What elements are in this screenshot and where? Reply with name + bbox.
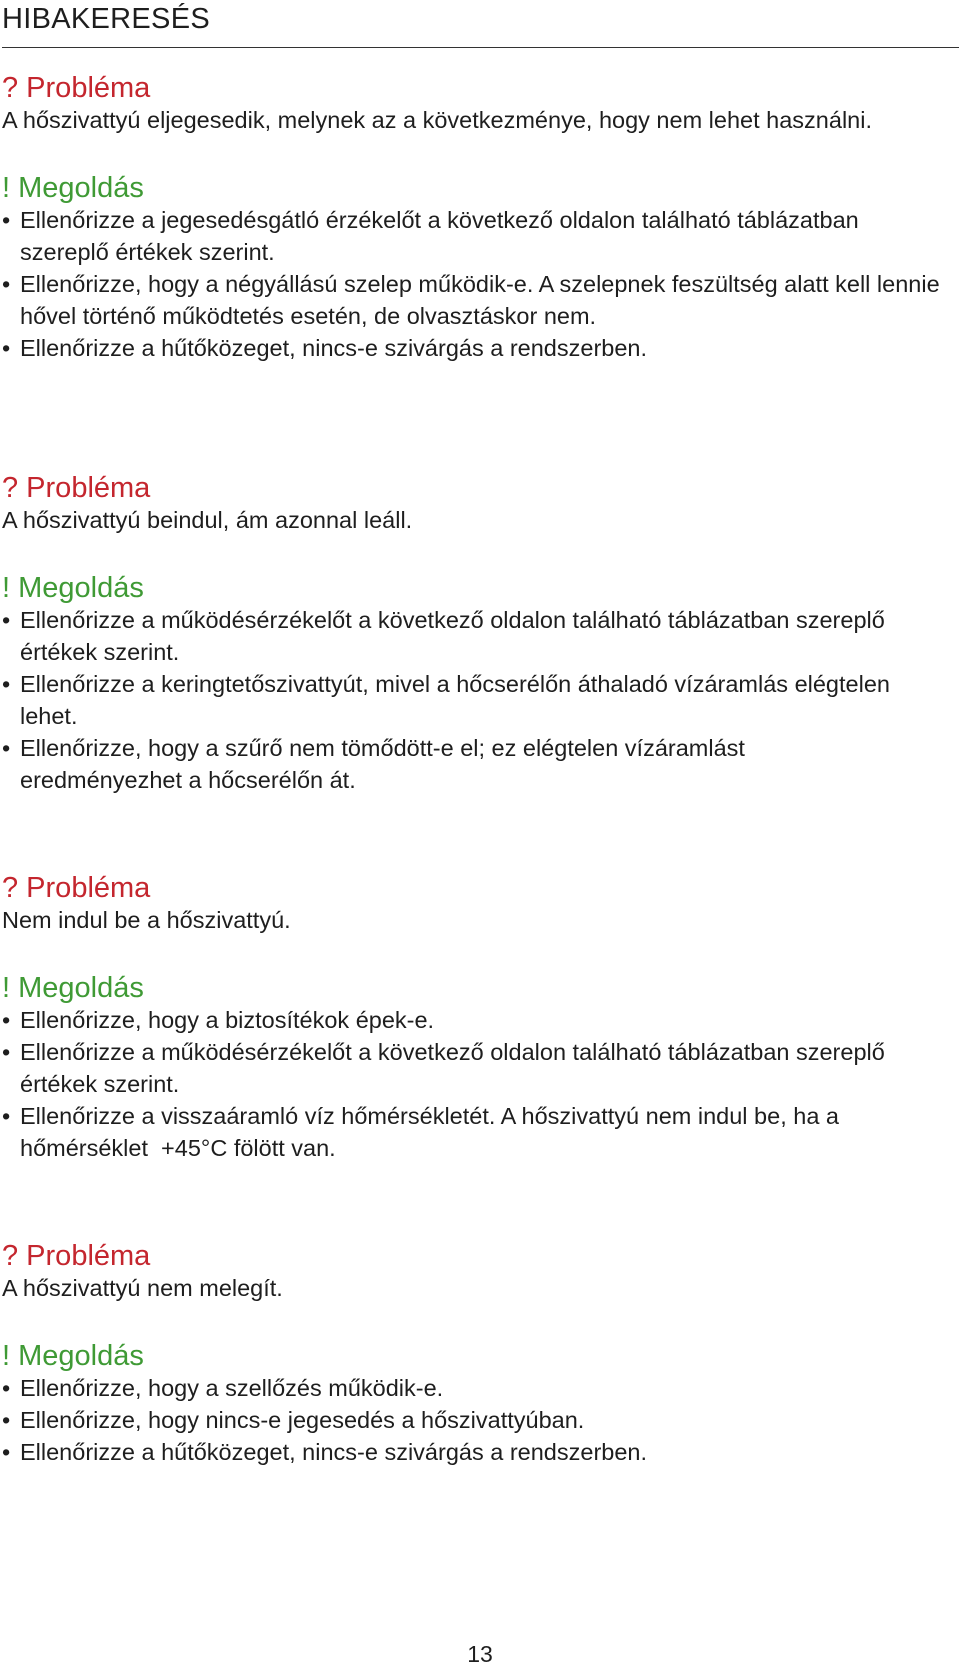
problem-heading: ? Probléma (2, 872, 151, 904)
troubleshooting-section-3 (2, 872, 957, 1164)
problem-description: A hőszivattyú eljegesedik, melynek az a következménye, hogy nem lehet használni. (2, 107, 872, 133)
solution-item (2, 1404, 957, 1436)
problem-description: A hőszivattyú beindul, ám azonnal leáll. (2, 507, 413, 533)
problem-heading: ? Probléma (2, 1240, 151, 1272)
troubleshooting-section-4 (2, 1240, 957, 1468)
solution-item (2, 1004, 957, 1036)
bullet-icon: • (2, 1007, 11, 1033)
solution-text: Ellenőrizze, hogy a biztosítékok épek-e. (20, 1007, 435, 1033)
solution-item (2, 1036, 920, 1100)
problem-description: A hőszivattyú nem melegít. (2, 1275, 283, 1301)
solution-heading: ! Megoldás (2, 972, 144, 1004)
solution-heading: ! Megoldás (2, 172, 144, 204)
solution-list (2, 604, 957, 796)
bullet-icon: • (2, 735, 11, 761)
solution-item (2, 268, 960, 332)
bullet-icon: • (2, 335, 11, 361)
solution-text: Ellenőrizze a hűtőközeget, nincs-e szivárgás a rendszerben. (20, 335, 648, 361)
bullet-icon: • (2, 607, 11, 633)
bullet-icon: • (2, 207, 11, 233)
title-divider (2, 47, 959, 48)
solution-text: Ellenőrizze, hogy a szellőzés működik-e. (20, 1375, 444, 1401)
troubleshooting-section-2 (2, 472, 957, 796)
solution-text: Ellenőrizze a működésérzékelőt a következő oldalon található táblázatban szereplő értékek szerint. (20, 1039, 885, 1097)
solution-item (2, 604, 920, 668)
bullet-icon: • (2, 671, 11, 697)
page-number: 13 (467, 1641, 493, 1667)
solution-item (2, 732, 900, 796)
bullet-icon: • (2, 1103, 11, 1129)
troubleshooting-section-1 (2, 72, 957, 364)
solution-item (2, 1372, 957, 1404)
bullet-icon: • (2, 1407, 11, 1433)
solution-text: Ellenőrizze a visszaáramló víz hőmérsékletét. A hőszivattyú nem indul be, ha a hőmérséklet +45°C fölött van. (20, 1103, 846, 1161)
problem-heading: ? Probléma (2, 472, 151, 504)
solution-list (2, 1372, 957, 1468)
solution-heading: ! Megoldás (2, 1340, 144, 1372)
page-title: HIBAKERESÉS (2, 3, 210, 35)
problem-description: Nem indul be a hőszivattyú. (2, 907, 291, 933)
solution-text: Ellenőrizze, hogy a négyállású szelep működik-e. A szelepnek feszültség alatt kell lennie hővel történő működtetés esetén, de olvasztáskor nem. (20, 271, 940, 329)
solution-text: Ellenőrizze, hogy a szűrő nem tömődött-e el; ez elégtelen vízáramlást eredményezhet a hőcserélőn át. (20, 735, 745, 793)
solution-text: Ellenőrizze, hogy nincs-e jegesedés a hőszivattyúban. (20, 1407, 585, 1433)
solution-text: Ellenőrizze a jegesedésgátló érzékelőt a következő oldalon található táblázatban szereplő értékek szerint. (20, 207, 859, 265)
solution-text: Ellenőrizze a működésérzékelőt a következő oldalon található táblázatban szereplő értékek szerint. (20, 607, 885, 665)
bullet-icon: • (2, 1375, 11, 1401)
solution-heading: ! Megoldás (2, 572, 144, 604)
bullet-icon: • (2, 1439, 11, 1465)
solution-text: Ellenőrizze a hűtőközeget, nincs-e szivárgás a rendszerben. (20, 1439, 648, 1465)
solution-item (2, 1436, 957, 1468)
solution-item (2, 204, 900, 268)
solution-list (2, 1004, 957, 1164)
solution-text: Ellenőrizze a keringtetőszivattyút, mivel a hőcserélőn áthaladó vízáramlás elégtelen lehet. (20, 671, 890, 729)
solution-item (2, 1100, 960, 1164)
solution-list (2, 204, 957, 364)
problem-heading: ? Probléma (2, 72, 151, 104)
bullet-icon: • (2, 1039, 11, 1065)
solution-item (2, 668, 920, 732)
solution-item (2, 332, 957, 364)
bullet-icon: • (2, 271, 11, 297)
